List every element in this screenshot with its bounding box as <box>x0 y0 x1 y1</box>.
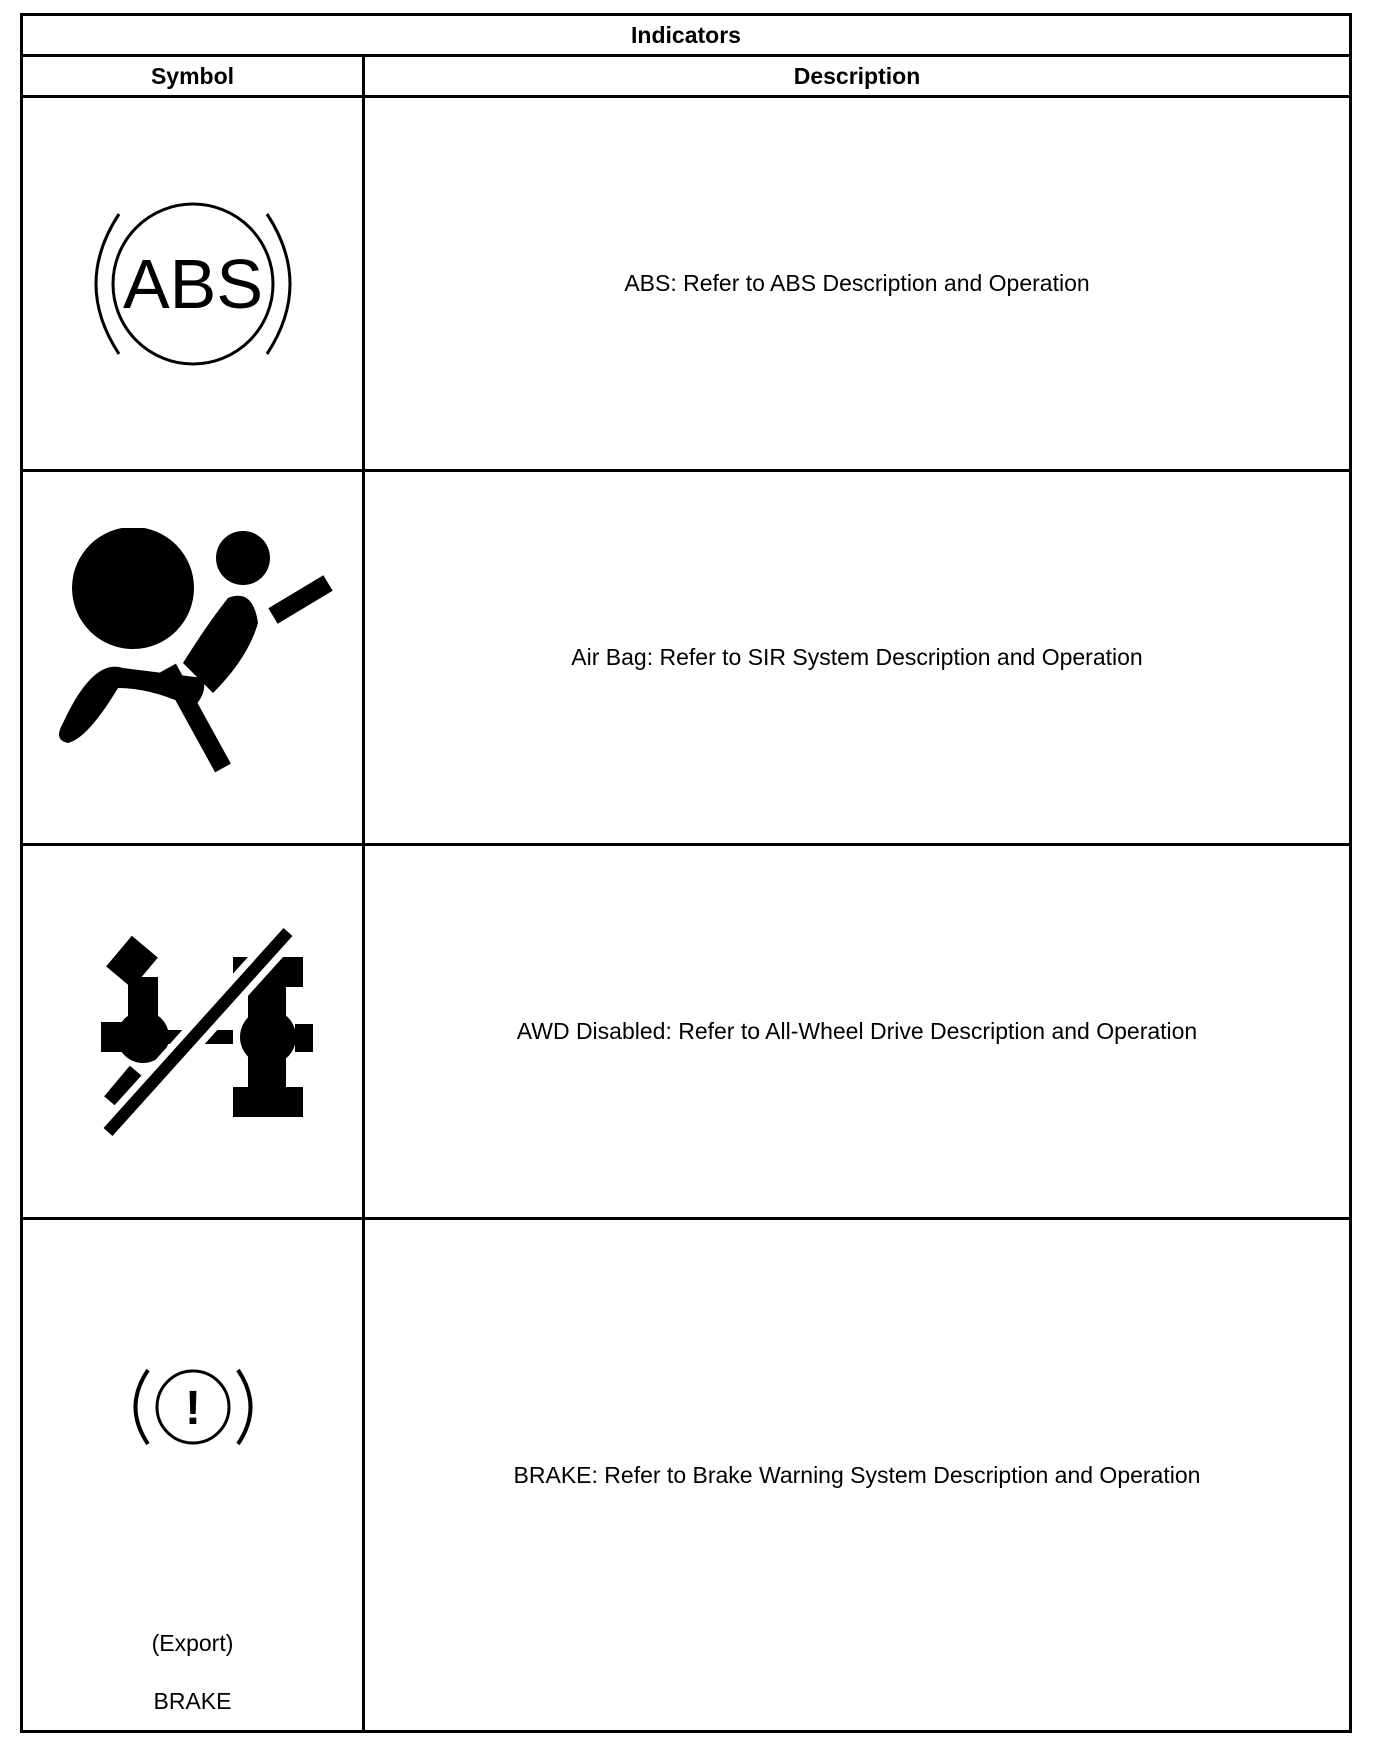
description-abs: ABS: Refer to ABS Description and Operation <box>364 97 1351 471</box>
table-row-brake <box>22 1219 1351 1732</box>
table-row-air-bag <box>22 471 1351 845</box>
indicators-table <box>20 13 1352 1733</box>
table-title-row <box>22 15 1351 56</box>
awd-disabled-icon <box>73 922 313 1142</box>
header-symbol: Symbol <box>22 56 364 97</box>
table-header-row <box>22 56 1351 97</box>
description-brake: BRAKE: Refer to Brake Warning System Description and Operation <box>364 1219 1351 1732</box>
brake-sub-label-name: BRAKE <box>153 1687 232 1714</box>
abs-warning-icon <box>73 194 313 374</box>
brake-warning-icon <box>123 1362 263 1452</box>
symbol-cell-abs <box>22 97 364 471</box>
brake-sub-label-export: (Export) <box>151 1629 234 1656</box>
air-bag-icon <box>43 528 343 788</box>
symbol-cell-brake <box>22 1219 364 1732</box>
description-awd-disabled: AWD Disabled: Refer to All-Wheel Drive Description and Operation <box>364 845 1351 1219</box>
table-row-awd-disabled <box>22 845 1351 1219</box>
abs-icon-text: ABS <box>122 244 263 323</box>
symbol-cell-air-bag <box>22 471 364 845</box>
symbol-cell-awd-disabled <box>22 845 364 1219</box>
header-description: Description <box>364 56 1351 97</box>
table-row-abs <box>22 97 1351 471</box>
brake-icon-text: ! <box>184 1381 201 1435</box>
table-title: Indicators <box>22 15 1351 56</box>
description-air-bag: Air Bag: Refer to SIR System Description and Operation <box>364 471 1351 845</box>
